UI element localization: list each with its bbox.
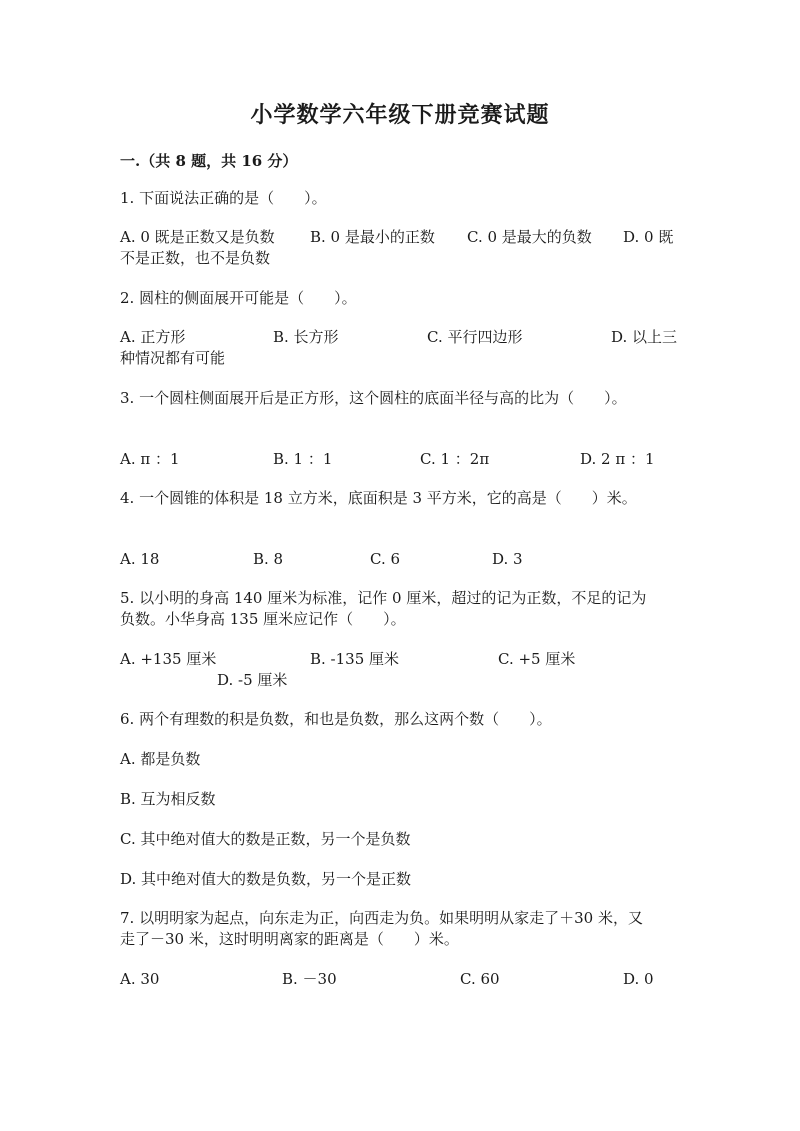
q3-option-c: C. 1 ：2π — [420, 450, 490, 468]
question-1-stem: 1. 下面说法正确的是（ ）。 — [120, 189, 327, 207]
question-4-options — [120, 549, 680, 570]
q4-option-d: D. 3 — [492, 550, 523, 568]
q5-option-a: A. +135 厘米 — [120, 650, 217, 668]
q7-option-a: A. 30 — [120, 970, 160, 988]
q7-option-d: D. 0 — [623, 970, 654, 988]
question-4-stem: 4. 一个圆锥的体积是 18 立方米，底面积是 3 平方米，它的高是（ ）米。 — [120, 489, 637, 507]
q4-option-c: C. 6 — [370, 550, 401, 568]
q7-option-c: C. 60 — [460, 970, 500, 988]
q1-option-c: C. 0 是最大的负数 — [467, 228, 592, 246]
question-5-stem-line1: 5. 以小明的身高 140 厘米为标准，记作 0 厘米，超过的记为正数，不足的记为 — [120, 589, 647, 607]
q6-option-a: A. 都是负数 — [120, 750, 201, 768]
question-2-options — [120, 327, 680, 348]
question-7-stem-line1: 7. 以明明家为起点，向东走为正，向西走为负。如果明明从家走了＋30 米，又 — [120, 909, 643, 927]
q1-option-b: B. 0 是最小的正数 — [310, 228, 435, 246]
q1-option-d-continued: 不是正数，也不是负数 — [120, 249, 271, 267]
q5-option-c: C. +5 厘米 — [498, 650, 576, 668]
q2-option-a: A. 正方形 — [120, 328, 186, 346]
question-7-stem-line2: 走了－30 米，这时明明离家的距离是（ ）米。 — [120, 930, 459, 948]
q3-option-d: D. 2 π ：1 — [580, 450, 655, 468]
q1-option-d: D. 0 既 — [623, 228, 674, 246]
question-1-options — [120, 227, 680, 248]
section-heading: 一.（共 8 题，共 16 分） — [120, 152, 298, 170]
q4-option-b: B. 8 — [253, 550, 284, 568]
question-7-options — [120, 969, 680, 990]
q3-option-b: B. 1 ：1 — [273, 450, 333, 468]
q5-option-b: B. -135 厘米 — [310, 650, 400, 668]
question-2-stem: 2. 圆柱的侧面展开可能是（ ）。 — [120, 289, 357, 307]
q6-option-d: D. 其中绝对值大的数是负数，另一个是正数 — [120, 870, 412, 888]
q6-option-c: C. 其中绝对值大的数是正数，另一个是负数 — [120, 830, 411, 848]
question-5-options — [120, 649, 680, 670]
q2-option-d-continued: 种情况都有可能 — [120, 349, 226, 367]
q3-option-a: A. π ：1 — [120, 450, 180, 468]
q2-option-c: C. 平行四边形 — [427, 328, 523, 346]
q6-option-b: B. 互为相反数 — [120, 790, 216, 808]
question-6-stem: 6. 两个有理数的积是负数，和也是负数，那么这两个数（ ）。 — [120, 710, 552, 728]
question-5-stem-line2: 负数。小华身高 135 厘米应记作（ ）。 — [120, 610, 406, 628]
q1-option-a: A. 0 既是正数又是负数 — [120, 228, 275, 246]
q2-option-b: B. 长方形 — [273, 328, 339, 346]
question-3-options — [120, 449, 680, 470]
q2-option-d: D. 以上三 — [611, 328, 678, 346]
q5-option-d: D. -5 厘米 — [217, 671, 288, 689]
q4-option-a: A. 18 — [120, 550, 160, 568]
page-title: 小学数学六年级下册竞赛试题 — [250, 102, 550, 128]
question-3-stem: 3. 一个圆柱侧面展开后是正方形，这个圆柱的底面半径与高的比为（ ）。 — [120, 389, 627, 407]
q7-option-b: B. －30 — [282, 970, 337, 988]
